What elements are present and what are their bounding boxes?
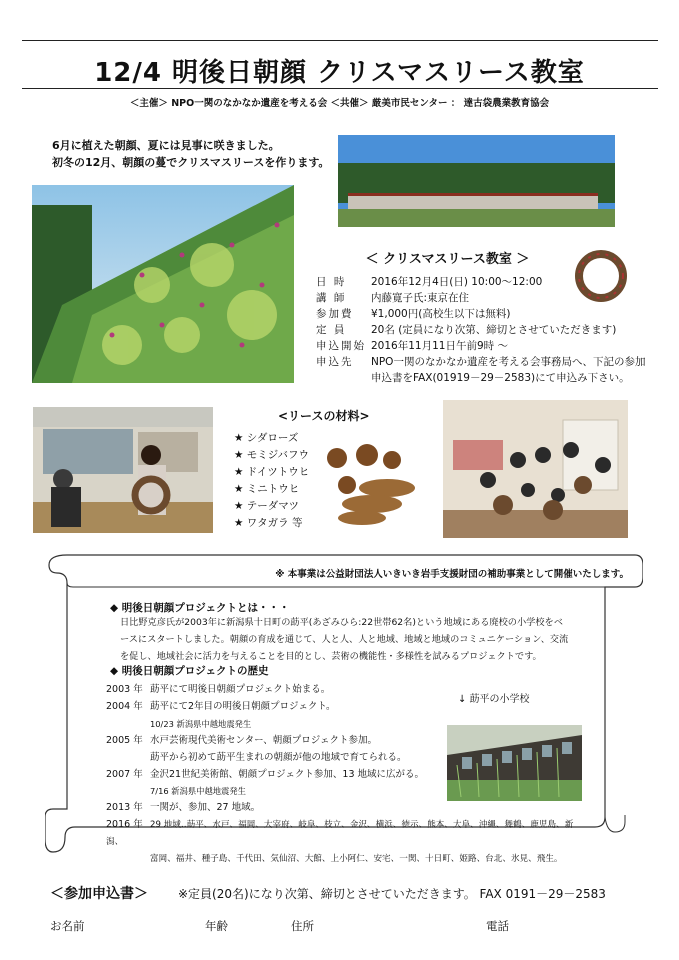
subsidy-note: ※ 本事業は公益財団法人いきいき岩手支援財団の補助事業として開催いたします。 xyxy=(275,569,629,580)
history-year: 2003 年 xyxy=(106,684,143,695)
detail-value: 2016年11月11日午前9時 ～ xyxy=(371,340,508,352)
history-text: 金沢21世紀美術館、朝顔プロジェクト参加、13 地域に広がる。 xyxy=(150,768,425,780)
history-year: 2007 年 xyxy=(106,768,143,780)
title-rule xyxy=(22,88,658,89)
history-year: 2004 年 xyxy=(106,700,143,712)
detail-value: 申込書をFAX(01919－29－2583)にて申込み下さい。 xyxy=(371,372,630,384)
intro-text xyxy=(52,137,329,171)
morning-glory-wall-photo xyxy=(32,185,294,383)
material-item: ★ テーダマツ xyxy=(234,498,309,515)
organizers-line: ＜主催＞ NPO一関のなかなか遺産を考える会 ＜共催＞ 厳美市民センター ： 達古袋農業教育協会 xyxy=(129,98,550,109)
intro-line-1: 6月に植えた朝顔、夏には見事に咲きました。 xyxy=(52,139,280,152)
history-continuation: 富岡、福井、種子島、千代田、気仙沼、大館、上小阿仁、安宅、一関、十日町、姫路、台北、氷見、飛生。 xyxy=(150,854,563,865)
history-item xyxy=(106,817,586,851)
group-photo xyxy=(443,400,628,538)
material-item: ★ ワタガラ 等 xyxy=(234,515,309,532)
material-item: ★ ミニトウヒ xyxy=(234,481,309,498)
form-field-age[interactable]: 年齢 xyxy=(205,919,228,933)
detail-row-apply-cont xyxy=(316,370,630,386)
form-field-phone[interactable]: 電話 xyxy=(486,919,509,933)
intro-line-2: 初冬の12月、朝顔の蔓でクリスマスリースを作ります。 xyxy=(52,156,330,169)
details-title: ＜ クリスマスリース教室 ＞ xyxy=(365,252,530,267)
old-school-photo xyxy=(447,725,582,801)
materials-list xyxy=(234,430,309,532)
detail-row-apply xyxy=(316,354,645,370)
detail-key: 講 師 xyxy=(316,292,347,304)
project-heading: ◆ 明後日朝顔プロジェクトとは・・・ xyxy=(110,600,290,615)
history-subnote: 10/23 新潟県中越地震発生 xyxy=(150,718,252,729)
detail-key: 日 時 xyxy=(316,276,347,288)
wreath-photo xyxy=(565,246,637,306)
history-text: 水戸芸術現代美術センター、朝顔プロジェクト参加。 xyxy=(150,734,378,746)
school-photo-caption: ↓ 莇平の小学校 xyxy=(458,694,530,705)
detail-value: 2016年12月4日(日) 10:00～12:00 xyxy=(371,276,543,288)
detail-key: 申込開始 xyxy=(316,340,366,352)
form-field-address[interactable]: 住所 xyxy=(291,919,314,933)
detail-value: 内藤寛子氏:東京在住 xyxy=(371,292,470,304)
detail-row-capacity xyxy=(316,322,616,338)
material-item: ★ ドイツトウヒ xyxy=(234,464,309,481)
application-form-title: ＜参加申込書＞ xyxy=(50,886,148,902)
classroom-photo xyxy=(33,407,213,533)
material-item: ★ モミジバフウ xyxy=(234,447,309,464)
detail-key: 参加費 xyxy=(316,308,354,320)
history-item xyxy=(106,800,586,817)
history-heading: ◆ 明後日朝顔プロジェクトの歴史 xyxy=(110,663,269,678)
detail-key: 申込先 xyxy=(316,356,354,368)
school-building-photo xyxy=(338,135,615,227)
history-year: 2013 年 xyxy=(106,802,143,814)
detail-row-open xyxy=(316,338,508,354)
pine-cones-photo xyxy=(322,440,417,525)
detail-value: NPO一関のなかなか遺産を考える会事務局へ、下記の参加 xyxy=(371,356,646,368)
history-text: 莇平にて2年目の明後日朝顔プロジェクト。 xyxy=(150,700,336,712)
detail-value: ¥1,000円(高校生以下は無料) xyxy=(371,308,511,320)
detail-value: 20名 (定員になり次第、締切とさせていただきます) xyxy=(371,324,617,336)
history-year: 2005 年 xyxy=(106,734,143,746)
material-item: ★ シダローズ xyxy=(234,430,309,447)
application-form-note: ※定員(20名)になり次第、締切とさせていただきます。 FAX 0191－29－2583 xyxy=(178,887,606,901)
history-text: 一関が、参加、27 地域。 xyxy=(150,802,261,814)
form-field-name[interactable]: お名前 xyxy=(50,919,85,933)
history-text: 29 地域‥莇平、水戸、福岡、大宰府、岐阜、枝立、金沢、横浜、徳示、熊本、大阜、沖縄、舞鶴、鹿児島、新潟、 xyxy=(106,820,574,848)
detail-row-instructor xyxy=(316,290,469,306)
detail-row-datetime xyxy=(316,274,542,290)
top-rule xyxy=(22,40,658,41)
history-text: 莇平にて明後日朝顔プロジェクト始まる。 xyxy=(150,684,331,695)
materials-title: <リースの材料> xyxy=(278,409,370,423)
history-continuation: 莇平から初めて莇平生まれの朝顔が他の地域で育てられる。 xyxy=(150,751,407,763)
detail-key: 定 員 xyxy=(316,324,347,336)
history-year: 2016 年 xyxy=(106,819,143,831)
page-title: 12/4 明後日朝顔 クリスマスリース教室 xyxy=(94,58,585,88)
detail-row-fee xyxy=(316,306,510,322)
project-description: 日比野克彦氏が2003年に新潟県十日町の莇平(あざみひら:22世帯62名)という地域にある廃校の小学校をベースにスタートしました。朝顔の育成を通じて、人と人、人と地域、地域と地域のコミュニケーション、交流を促し、地域社会に活力を与えることを目的とし、芸術の機能性・多様性を試みるプロジェクトです。 xyxy=(120,617,569,662)
history-subnote: 7/16 新潟県中越地震発生 xyxy=(150,786,246,797)
